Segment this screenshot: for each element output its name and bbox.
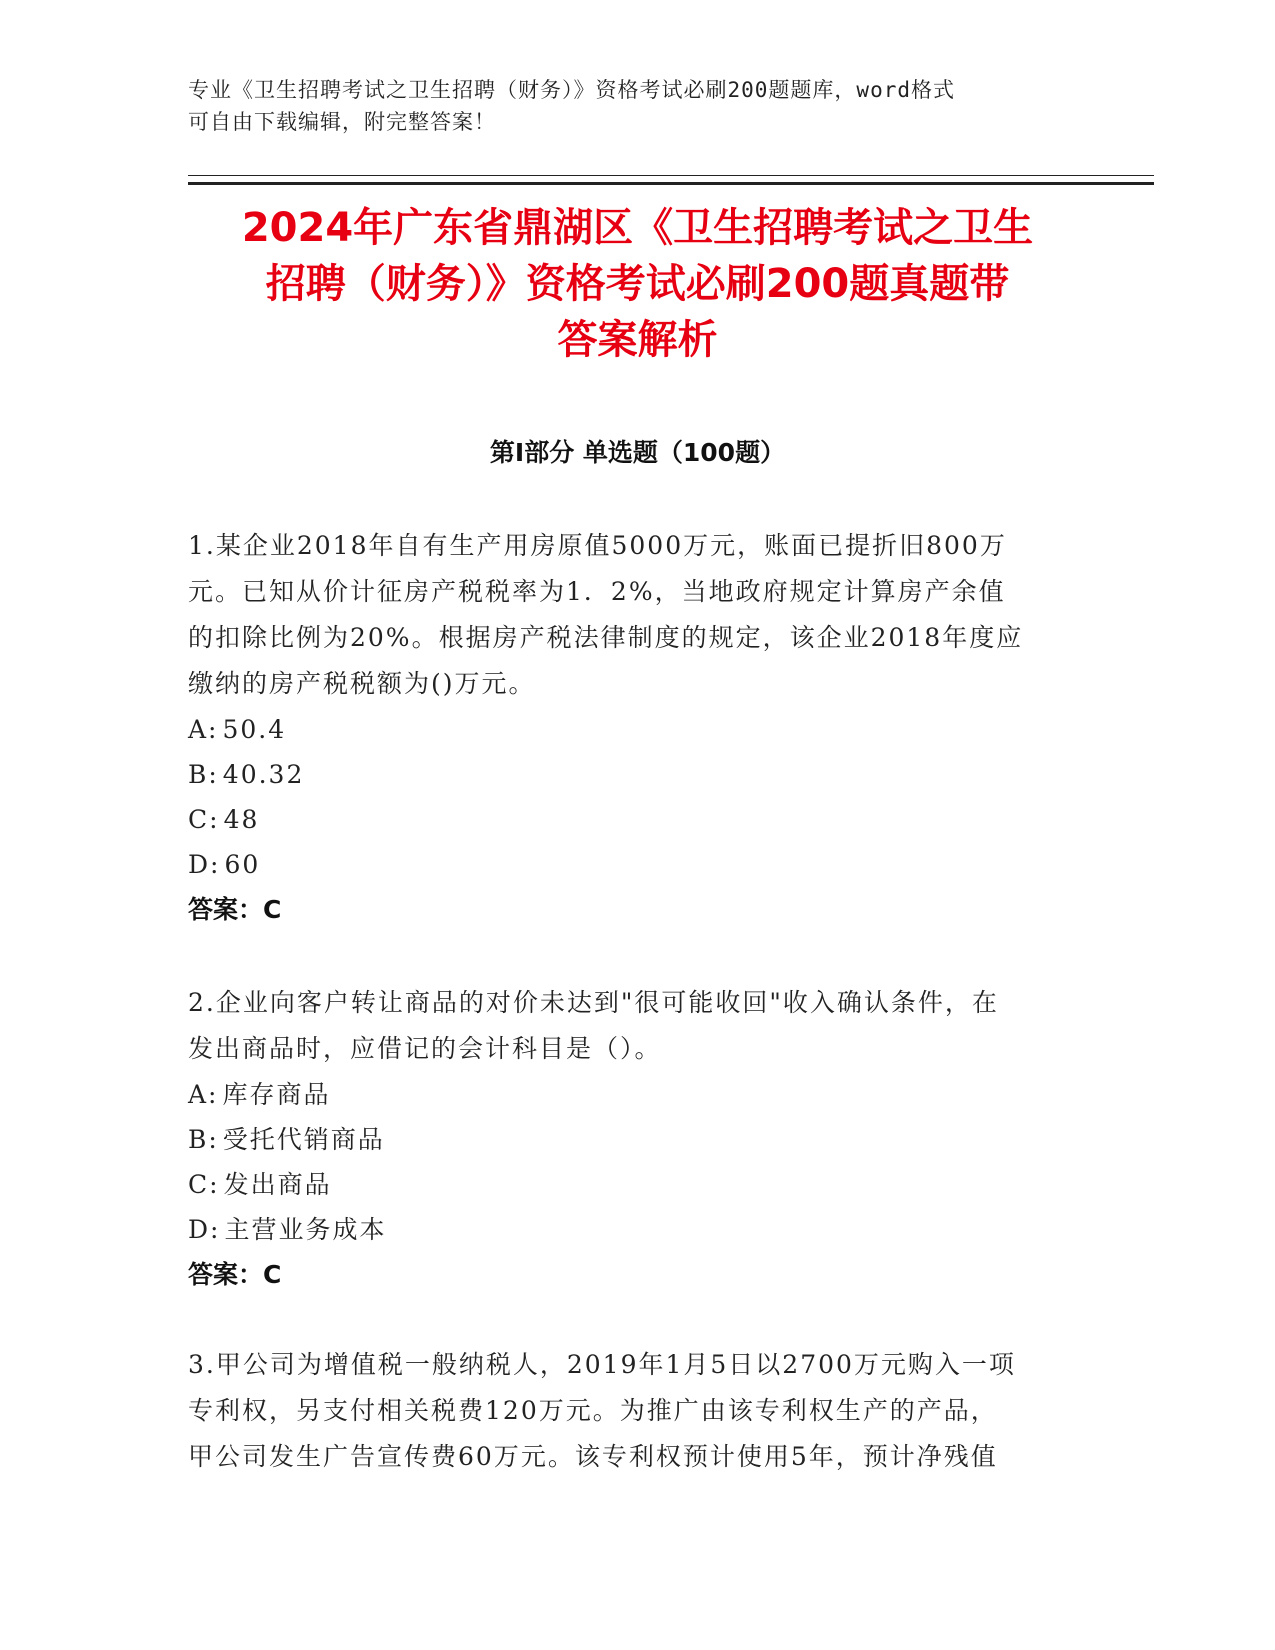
option-a xyxy=(188,1072,1088,1117)
option-c xyxy=(188,1162,1088,1207)
option-letter: A: xyxy=(188,1080,219,1109)
question-line: 发出商品时，应借记的会计科目是（）。 xyxy=(188,1034,662,1063)
option-text: 受托代销商品 xyxy=(222,1125,385,1154)
header-note-line: 专业《卫生招聘考试之卫生招聘（财务）》资格考试必刷200题题库，word格式 xyxy=(188,78,955,102)
question-line: 2.企业向客户转让商品的对价未达到"很可能收回"收入确认条件，在 xyxy=(188,988,999,1017)
question-stem xyxy=(188,980,1088,1072)
question-2 xyxy=(188,980,1088,1298)
option-text: 发出商品 xyxy=(223,1170,332,1199)
title-line: 招聘（财务）》资格考试必刷200题真题带 xyxy=(265,261,1010,307)
section-heading: 第Ⅰ部分 单选题（100题） xyxy=(489,438,786,467)
question-line: 的扣除比例为20%。根据房产税法律制度的规定，该企业2018年度应 xyxy=(188,623,1024,652)
question-stem xyxy=(188,523,1088,707)
option-text: 48 xyxy=(223,805,260,834)
header-note xyxy=(188,74,1068,138)
option-a xyxy=(188,707,1088,752)
header-divider-thin xyxy=(188,175,1154,176)
option-b xyxy=(188,1117,1088,1162)
question-line: 甲公司发生广告宣传费60万元。该专利权预计使用5年，预计净残值 xyxy=(188,1442,998,1471)
option-text: 40.32 xyxy=(222,760,305,789)
answer: 答案：C xyxy=(188,895,282,924)
option-letter: C: xyxy=(188,1170,220,1199)
title-line: 答案解析 xyxy=(557,317,718,363)
header-divider-thick xyxy=(188,182,1154,185)
option-letter: B: xyxy=(188,1125,219,1154)
page-title xyxy=(150,200,1125,368)
option-b xyxy=(188,752,1088,797)
option-d xyxy=(188,842,1088,887)
option-text: 60 xyxy=(224,850,261,879)
question-line: 元。已知从价计征房产税税率为1．2%，当地政府规定计算房产余值 xyxy=(188,577,1006,606)
question-stem xyxy=(188,1342,1088,1480)
option-letter: D: xyxy=(188,1215,221,1244)
header-note-line: 可自由下载编辑，附完整答案！ xyxy=(188,110,496,134)
question-3 xyxy=(188,1342,1088,1480)
option-text: 50.4 xyxy=(222,715,287,744)
option-c xyxy=(188,797,1088,842)
option-d xyxy=(188,1207,1088,1252)
question-line: 3.甲公司为增值税一般纳税人，2019年1月5日以2700万元购入一项 xyxy=(188,1350,1016,1379)
question-line: 1.某企业2018年自有生产用房原值5000万元，账面已提折旧800万 xyxy=(188,531,1007,560)
title-line: 2024年广东省鼎湖区《卫生招聘考试之卫生 xyxy=(241,205,1034,251)
answer: 答案：C xyxy=(188,1260,282,1289)
option-letter: D: xyxy=(188,850,221,879)
question-line: 专利权，另支付相关税费120万元。为推广由该专利权生产的产品， xyxy=(188,1396,998,1425)
option-text: 主营业务成本 xyxy=(224,1215,387,1244)
question-line: 缴纳的房产税税额为()万元。 xyxy=(188,669,536,698)
option-letter: C: xyxy=(188,805,220,834)
option-letter: A: xyxy=(188,715,219,744)
option-text: 库存商品 xyxy=(222,1080,331,1109)
question-1 xyxy=(188,523,1088,933)
option-letter: B: xyxy=(188,760,219,789)
